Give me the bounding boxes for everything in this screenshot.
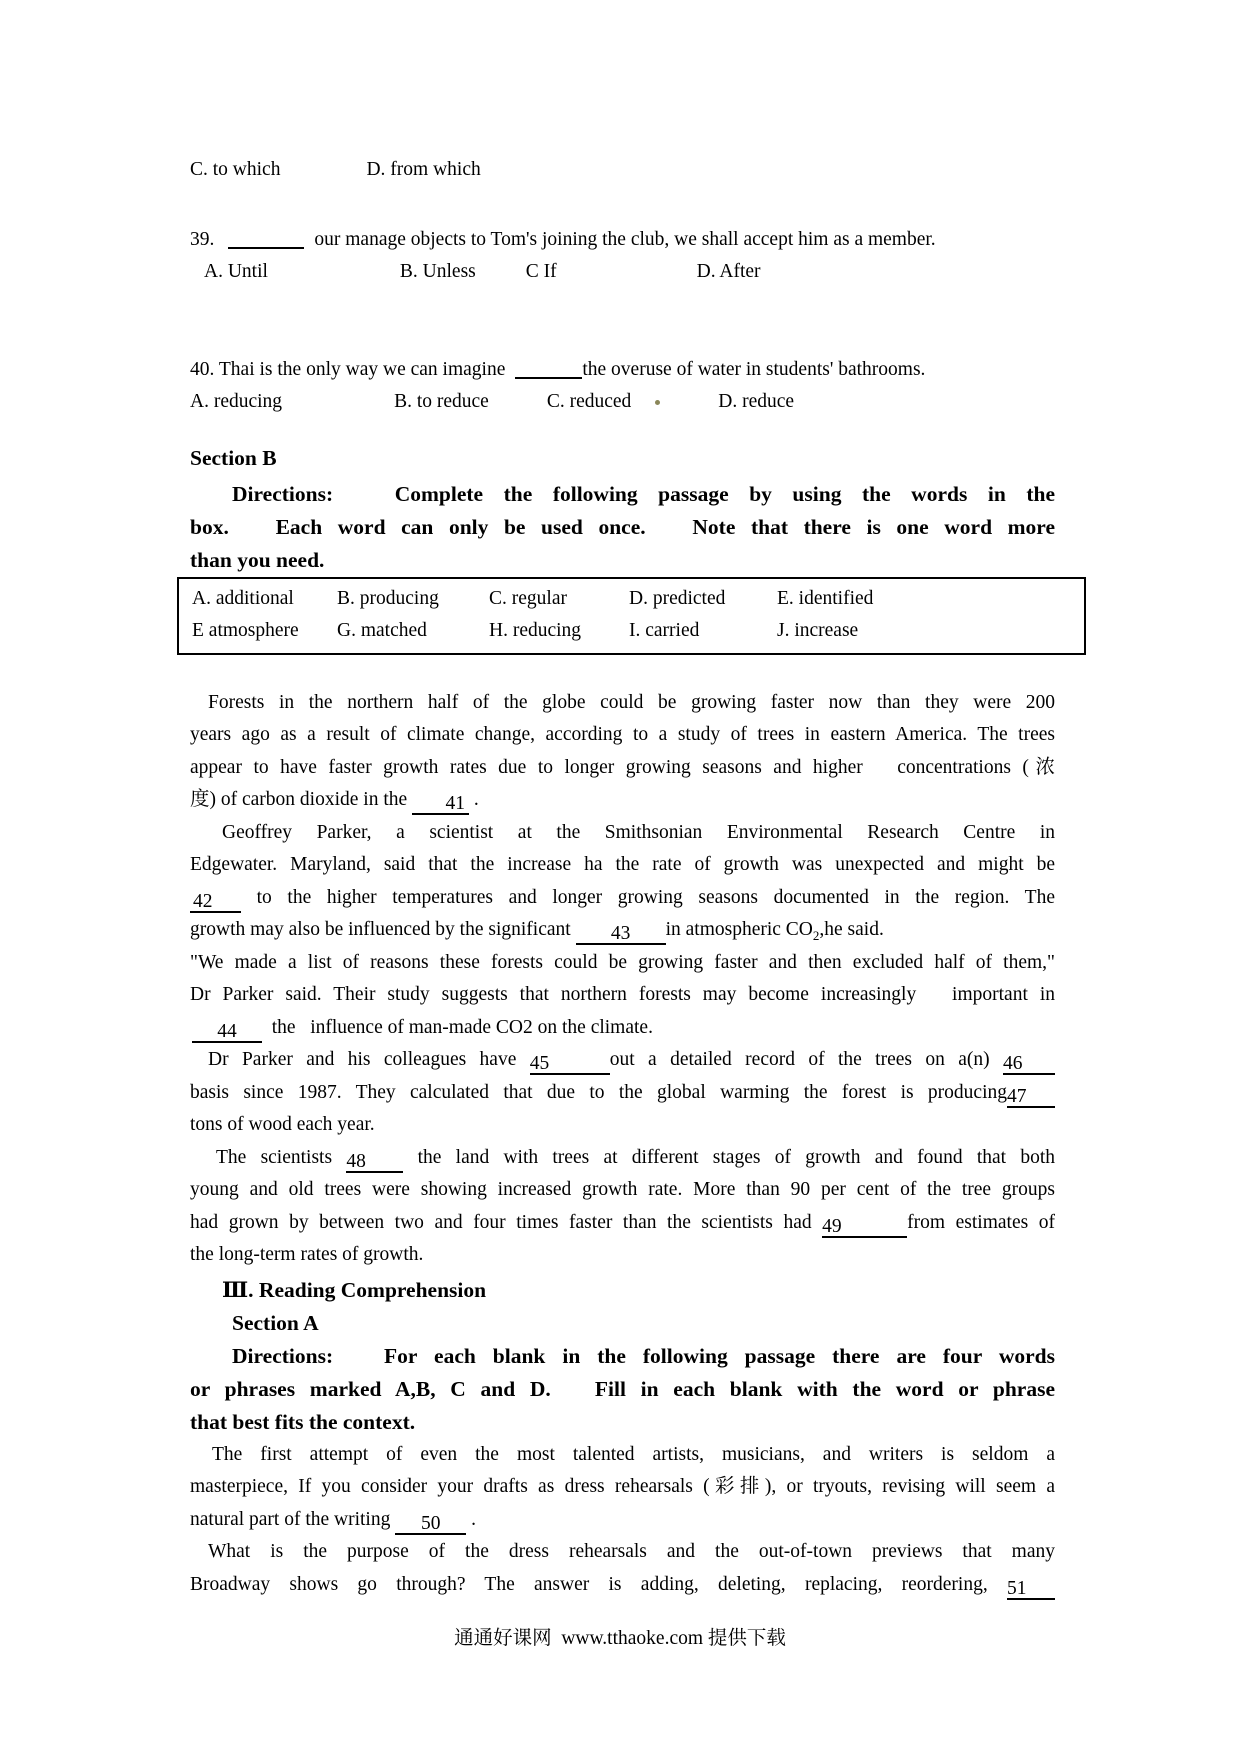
answer-blank: 45	[530, 1052, 610, 1075]
text-line	[190, 882, 1055, 915]
text-run: 40. Thai is the only way we can imagine	[190, 358, 506, 380]
text-run: the influence of man-made CO2 on the climate.	[262, 1016, 653, 1038]
text-run: in atmospheric CO	[665, 919, 813, 940]
text-run: The scientists	[216, 1146, 347, 1168]
text-line	[190, 1109, 1055, 1142]
text-run: had grown by between two and four times faster than the scientists had	[190, 1211, 823, 1233]
text-line	[190, 849, 1055, 882]
text-line	[190, 511, 1055, 544]
spacer	[190, 1362, 232, 1363]
spacer	[190, 837, 222, 838]
text-run: young and old trees were showing increased growth rate. More than 90 per cent of the tree groups	[190, 1179, 1055, 1200]
text-line	[190, 1207, 1055, 1240]
text-run: to the higher temperatures and longer growing seasons documented in the region. The	[241, 886, 1055, 908]
text-run: D. reduce	[718, 391, 795, 412]
text-run: B. to reduce	[394, 391, 489, 412]
text-run: that best fits the context.	[190, 1409, 416, 1434]
text-run: Broadway shows go through? The answer is adding, deleting, replacing, reordering,	[190, 1573, 1007, 1595]
section-b-heading: Section B	[190, 445, 277, 470]
section-b-passage	[190, 687, 1055, 1272]
text-run: What is the purpose of the dress rehearsals and the out-of-town previews that many	[208, 1541, 1055, 1562]
text-line	[190, 1471, 1055, 1504]
text-line	[190, 817, 1055, 850]
text-run: Directions: For each blank in the following passage there are four words	[232, 1343, 1055, 1368]
spacer	[190, 1556, 208, 1557]
spacer	[304, 244, 314, 245]
spacer	[190, 707, 208, 708]
paragraph	[190, 947, 1055, 1045]
word-option: J. increase	[777, 619, 859, 641]
word-option: B. producing	[337, 587, 439, 609]
text-run: tons of wood each year.	[190, 1114, 375, 1135]
text-run: D. from which	[366, 159, 481, 180]
text-run: than you need.	[190, 547, 325, 572]
spacer	[214, 244, 228, 245]
text-run: years ago as a result of climate change, according to a study of trees in eastern America. The trees	[190, 724, 1055, 745]
text-line	[190, 752, 1055, 785]
text-run: Geoffrey Parker, a scientist at the Smithsonian Environmental Research Centre in	[222, 821, 1055, 843]
spacer	[557, 276, 697, 277]
spacer	[631, 406, 655, 407]
text-run: growth may also be influenced by the significant	[190, 919, 576, 940]
word-option: E. identified	[777, 587, 874, 609]
subscript-text: 2	[812, 927, 820, 943]
stray-ink-dot	[655, 400, 660, 405]
text-run: ,he said.	[819, 919, 884, 940]
text-run: or phrases marked A,B, C and D. Fill in each blank with the word or phrase	[190, 1376, 1055, 1401]
text-run: D. After	[696, 261, 761, 282]
text-line	[190, 947, 1055, 980]
section-b-directions	[190, 478, 1055, 577]
text-run: appear to have faster growth rates due to longer growing seasons and higher concentrations (浓	[190, 756, 1055, 778]
spacer	[280, 174, 366, 175]
word-option: H. reducing	[489, 619, 582, 641]
text-run: 39.	[190, 228, 215, 250]
text-line	[190, 1406, 1055, 1439]
text-run: C If	[525, 261, 557, 282]
text-run: Dr Parker and his colleagues have	[208, 1049, 530, 1070]
text-run: our manage objects to Tom's joining the club, we shall accept him as a member.	[314, 228, 936, 250]
text-run: The first attempt of even the most talented artists, musicians, and writers is seldom a	[212, 1443, 1055, 1465]
text-run: A. reducing	[190, 391, 283, 412]
text-run: 度) of carbon dioxide in the	[190, 789, 413, 810]
text-line	[190, 1536, 1055, 1569]
text-line	[190, 1373, 1055, 1406]
text-run: the land with trees at different stages of growth and found that both	[403, 1146, 1055, 1168]
text-line	[190, 1044, 1055, 1077]
word-option: C. regular	[489, 587, 567, 609]
answer-blank: 47	[1007, 1085, 1055, 1108]
text-line	[190, 1239, 1055, 1272]
paragraph	[190, 817, 1055, 947]
paragraph	[190, 687, 1055, 817]
answer-blank	[228, 226, 304, 249]
paragraph	[190, 1340, 1055, 1439]
text-line	[190, 1569, 1055, 1602]
paragraph	[190, 1044, 1055, 1142]
spacer	[268, 276, 400, 277]
text-run: .	[469, 789, 479, 810]
text-run: Directions: Complete the following passage by using the words in the	[232, 481, 1055, 506]
paragraph	[190, 1536, 1055, 1601]
text-run: basis since 1987. They calculated that due to the global warming the forest is producing	[190, 1081, 1007, 1103]
text-line	[190, 544, 1055, 577]
spacer	[190, 1064, 208, 1065]
text-run: out a detailed record of the trees on a(n)	[609, 1049, 1004, 1070]
paragraph	[190, 1142, 1055, 1272]
text-run: Forests in the northern half of the globe could be growing faster now than they were 200	[208, 691, 1055, 713]
spacer	[660, 406, 718, 407]
spacer	[476, 276, 526, 277]
text-line	[190, 1439, 1055, 1472]
answer-blank: 50	[395, 1512, 466, 1535]
section-a-directions	[190, 1340, 1055, 1439]
spacer	[190, 500, 232, 501]
text-line	[190, 1012, 1055, 1045]
answer-blank: 44	[192, 1020, 262, 1043]
page-content	[190, 154, 1055, 1601]
question-40	[190, 354, 1055, 387]
part-iii-heading: Ⅲ. Reading Comprehension	[222, 1277, 487, 1302]
answer-blank	[515, 356, 582, 379]
word-option: G. matched	[337, 619, 427, 641]
word-option: D. predicted	[629, 587, 726, 609]
spacer	[190, 1459, 212, 1460]
site-watermark-footer: 通通好课网 www.tthaoke.com 提供下载	[454, 1628, 786, 1649]
text-run: C. reduced	[546, 391, 632, 412]
word-option: A. additional	[192, 587, 294, 609]
question-39-options	[190, 256, 1055, 289]
text-line	[190, 1504, 1055, 1537]
text-run: C. to which	[190, 159, 281, 180]
answer-blank: 48	[346, 1150, 403, 1173]
text-run: the long-term rates of growth.	[190, 1244, 424, 1265]
spacer	[190, 1162, 216, 1163]
text-line	[190, 914, 1055, 947]
text-run: natural part of the writing	[190, 1508, 396, 1530]
text-run: Dr Parker said. Their study suggests that northern forests may become increasingly important in	[190, 984, 1055, 1005]
answer-blank: 43	[576, 922, 666, 945]
answer-blank: 46	[1003, 1052, 1055, 1075]
text-line	[190, 979, 1055, 1012]
text-run: from estimates of	[907, 1211, 1055, 1233]
section-a-passage	[190, 1439, 1055, 1602]
text-line	[190, 1340, 1055, 1373]
question-38-options-cd	[190, 154, 1055, 187]
answer-blank: 42	[190, 890, 241, 913]
text-line	[190, 784, 1055, 817]
paragraph	[190, 478, 1055, 577]
text-line	[190, 478, 1055, 511]
spacer	[489, 406, 547, 407]
word-option: I. carried	[629, 619, 700, 641]
paragraph	[190, 1439, 1055, 1537]
answer-blank: 41	[412, 792, 469, 815]
text-line	[190, 1077, 1055, 1110]
text-line	[190, 719, 1055, 752]
answer-blank: 51	[1007, 1577, 1055, 1600]
text-run: .	[466, 1508, 476, 1530]
text-line	[190, 1142, 1055, 1175]
text-run: "We made a list of reasons these forests could be growing faster and then excluded half of them,"	[190, 951, 1055, 973]
spacer	[190, 276, 204, 277]
answer-blank: 49	[822, 1215, 907, 1238]
text-run: Edgewater. Maryland, said that the increase ha the rate of growth was unexpected and might be	[190, 854, 1055, 875]
text-run: box. Each word can only be used once. Note that there is one word more	[190, 514, 1055, 539]
text-run: B. Unless	[399, 261, 476, 282]
text-run: A. Until	[204, 261, 268, 282]
text-line	[190, 1174, 1055, 1207]
question-39	[190, 224, 1055, 257]
question-40-options	[190, 386, 1055, 419]
word-bank-box	[177, 577, 1086, 655]
word-option: E atmosphere	[192, 619, 299, 641]
spacer	[505, 374, 515, 375]
section-a-heading: Section A	[232, 1310, 319, 1335]
text-line	[190, 687, 1055, 720]
text-run: masterpiece, If you consider your drafts as dress rehearsals (彩排), or tryouts, revising will seem a	[190, 1476, 1055, 1497]
spacer	[282, 406, 394, 407]
text-run: the overuse of water in students' bathrooms.	[582, 358, 926, 380]
